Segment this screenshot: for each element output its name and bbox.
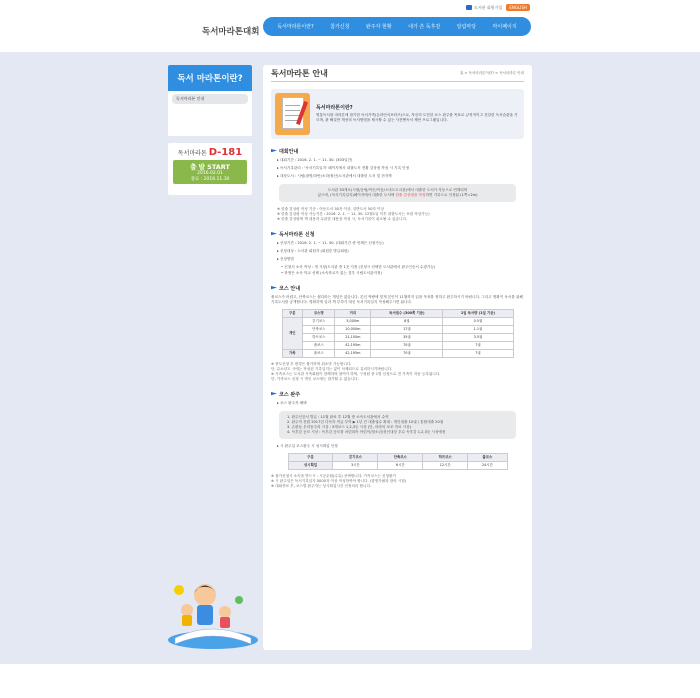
- list-item: ▸ 시 완주일 코스완주 시 성시획업 인정: [277, 444, 338, 448]
- page-title: 독서마라톤 안내: [271, 69, 328, 78]
- list-item: ▸ 신청기간 : 2016. 2. 1. ~ 11. 30. (대회기간 중 언제든 신청가능): [277, 241, 384, 245]
- list-item: ▸ 코스 완주자 혜택: [277, 401, 307, 405]
- course-description: 풀코스가 어렵고, 단축코스는 쉽다라는 개념은 없습니다. 본인 역량에 맞게 본인이 11월까지 읽을 목표를 정하고 완주하시기 바랍니다. 그리고 명확이 독서를 위해 기록도서를 공개합니다. 명확하게 일과 책 부하가 대신 독서기록일지 작성해주시면 됩니다.: [271, 295, 523, 304]
- gnb-item[interactable]: 알림마당: [456, 24, 477, 30]
- section-signup: [271, 232, 524, 276]
- note: 단, 가족코스 신청 시 개인 코스에는 참가할 수 없습니다.: [271, 377, 359, 381]
- note: ※ 한줄 감상평 작성 기준 : 아동도서 30자 이상, 일반도서 50자 이상: [277, 207, 384, 211]
- list-item: ▸ 신청대상 : 도서관 회원자 (회원증 발급회원): [277, 249, 349, 253]
- note: ※ 한줄 감상평에 책 내용과 무관한 내용을 작성 시, 독서기록이 취소될 수 있습니다.: [277, 217, 408, 221]
- left-nav-box: [168, 91, 252, 136]
- left-nav-title: 독서 마라톤이란?: [168, 65, 252, 91]
- gnb-item[interactable]: 내가 쓴 독후감: [408, 24, 441, 30]
- sub-item: • 신청서 소속 작성 : 개 시청(도서관 중 1곳 지정 (신청시 선택한 도서관에서 완주인증서 수령가능): [281, 265, 436, 269]
- utility-links: [466, 4, 530, 11]
- dday-label: 독서마라톤 D-181: [177, 147, 243, 158]
- section-completion: [271, 392, 524, 489]
- start-label: 출 발 START: [190, 163, 230, 171]
- left-nav-item[interactable]: 독서마라톤 안내: [172, 94, 248, 104]
- content-header: [271, 71, 524, 82]
- table-row: 성시획업 3시간 6시간 12시간 24시간: [288, 462, 507, 470]
- flag-icon: [271, 392, 277, 398]
- note: 단, 유소년도 시에는 작성된 기록일지는 없이 삭제되므로 유의하시기바랍니다.: [271, 367, 393, 371]
- section-heading: 대회안내: [271, 149, 524, 155]
- benefit-box: 1. 완주인증서 발급 : 11월 완료 후 12월 중 소속도서관에서 수여 2. 완주자 전원 2017년 다독자 직급 부여 ▶ 1년 간 대출권수 확대 : 개인대출 10권 / 통합대출 20권 3. 손편들 우리동주의 시상 : 5개코스 1,2,3등 시상 (단, 마라의 보조 자료 시상) 4. 독후감 공모 시상 : 독후감 공모를 마련되어 아린이/청소년/성인대상 우수 독후감 1,2,3등 시상예정: [279, 411, 516, 439]
- note: ※ 시 완주일은 독서기록일지 5000자 이상 작성하여야 합니다. (향정가필과 함의 시험): [271, 479, 407, 483]
- gnb-item[interactable]: 완주자 현황: [365, 24, 392, 30]
- table-row: 개인 걷기코스 5,000m 8권 0.5권: [282, 318, 513, 326]
- list-item: ▸ 신청방법: [277, 257, 294, 261]
- kids-reading-illustration: [165, 560, 260, 650]
- list-item: ▸ 대상도서 : 시립(광명/하안/소하/철산)도서관에서 대출한 도서 및 전자책: [277, 174, 392, 178]
- start-date: 2016.02.01: [197, 171, 223, 176]
- site-logo[interactable]: 독서마라톤대회: [202, 27, 260, 37]
- gnb-item[interactable]: 참가신청: [330, 24, 350, 30]
- gnb-item[interactable]: 마이페이지: [492, 24, 517, 30]
- table-header: 구분 코스명 거리 독서권수 (300쪽 기준) 1일 독서량 (1일 기준): [282, 310, 513, 318]
- left-nav: [168, 65, 252, 136]
- content-panel: [263, 65, 532, 650]
- table-row: 단축코스 10,000m 17권 1.1권: [282, 326, 513, 334]
- section-course: [271, 286, 524, 382]
- dday-widget: [168, 143, 252, 195]
- course-table: [282, 309, 514, 358]
- flag-icon: [271, 232, 277, 238]
- gnb-item[interactable]: 독서마라톤이란?: [277, 24, 314, 30]
- intro-title: 독서마라톤이란?: [315, 104, 353, 111]
- end-date: 종료 : 2016.11.30: [190, 177, 230, 182]
- table-header: 구분 걷기코스 단축코스 하프코스 풀코스: [288, 454, 507, 462]
- section-event: [271, 149, 524, 222]
- list-item: ▸ 독서기록관리 : '독서기록일지' 페이지에서 대출도서 현황 감상평 작성 시 기록 인정: [277, 166, 410, 170]
- signup-link[interactable]: 도서관 회원가입: [466, 5, 502, 11]
- table-row: 가족 풀코스 42,195m 70권 7권: [282, 350, 513, 358]
- section-heading: 코스 완주: [271, 392, 524, 398]
- section-heading: 코스 안내: [271, 286, 524, 292]
- intro-box: [271, 89, 524, 139]
- breadcrumb: 홈 > 독서마라톤이란? > 독서마라톤 안내: [459, 71, 524, 75]
- note: ※ 참가신청시 소속을 반드시 : 시공무원(수유) 선택합니다. 가족코스는 신청불가: [271, 474, 396, 478]
- flag-icon: [271, 286, 277, 292]
- note: ※ 한줄 감상평 작성 가능기간 : 2016. 2. 1. ~ 11. 30. 12월1일 이후 대출도서는 포함 작성가능): [277, 212, 430, 216]
- note: ※ 가족코스는 도서관 가족회원이 함께하며 참여가 하며, 구성원 중 1명 신청으로 전 가족이 자동 등록됩니다.: [271, 372, 441, 376]
- sub-item: • 학생은 소속 학교 선택 (소속학교가 없는 경우 시립도서관지정): [281, 271, 382, 275]
- english-link[interactable]: ENGLISH: [506, 4, 530, 11]
- note: ※ 중도신청 후 변경은 불가하며 취소만 가능합니다.: [271, 362, 352, 366]
- global-nav: [263, 17, 531, 36]
- user-icon: [466, 5, 472, 10]
- top-bar: [0, 0, 700, 52]
- flag-icon: [271, 149, 277, 155]
- volunteer-table: [288, 453, 508, 470]
- info-box: 도서관 33개소(시립/공립/작은/이동/스마트도서관)에서 대출한 도서가 자동으로 연계되며 있으며, (독서기록일지)페이지에서 대출한 도서에 한줄 감상평을 작성하면 기록으로 인정됨 (1쪽=2m): [279, 184, 516, 202]
- section-heading: 독서마라톤 신청: [271, 232, 524, 238]
- table-row: 풀코스 42,195m 70권 7권: [282, 342, 513, 350]
- note: ※ 대회종료 후, 코스별 완주자는 성시획업시간 인정처리 합니다.: [271, 484, 372, 488]
- intro-text: 독서마라톤이란? 영통독서왕 마라톤에 참가한 독서가족(온라인서포터즈)으로, 자신의 도전한 코스 완주를 목표로 규칙적이고 건강한 독서습관을 기르며, 완 해질만 개선의 독서방법을 제시할 수 있는 사전엔독서 제안 프로그램입니다.: [316, 106, 520, 123]
- dday-green-box: [173, 160, 247, 184]
- clipboard-icon: [275, 93, 310, 135]
- table-row: 하프코스 21,100m 35권 3.5권: [282, 334, 513, 342]
- list-item: ▸ 대회기간 : 2016. 2. 1. ~ 11. 30. (303일간): [277, 158, 353, 162]
